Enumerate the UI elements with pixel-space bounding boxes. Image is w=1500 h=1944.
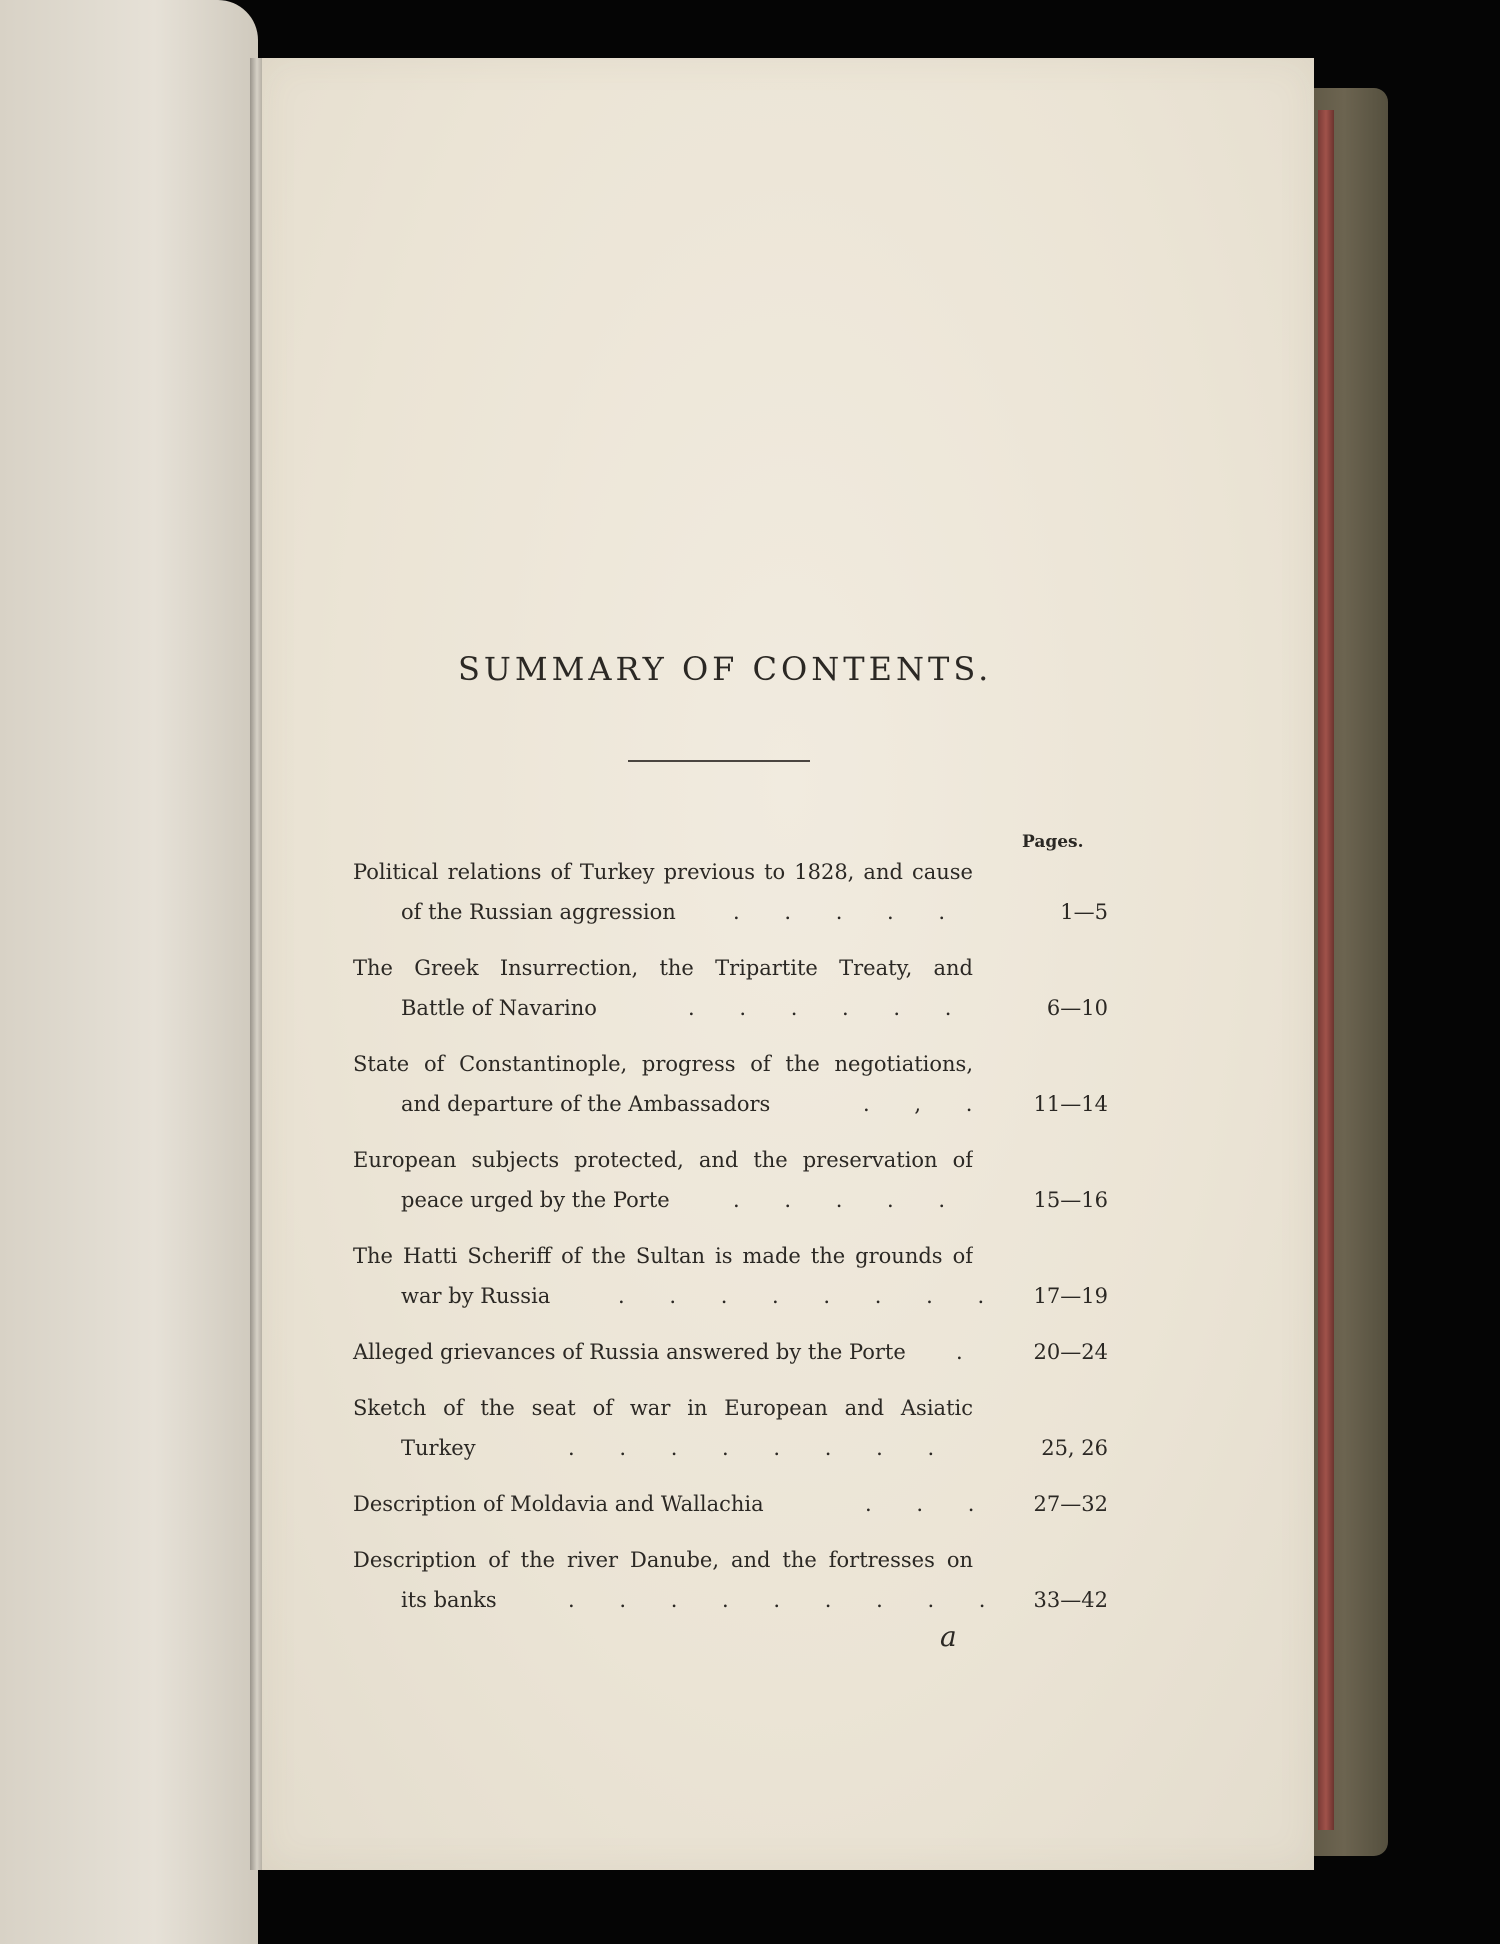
entry-line-1: European subjects protected, and the preservation of — [353, 1148, 973, 1172]
leader-dots: . . . . . . . . — [618, 1284, 1004, 1308]
entry-line-2: Turkey — [401, 1436, 476, 1460]
pages-column-heading: Pages. — [1022, 832, 1084, 852]
entry-line-1: Sketch of the seat of war in European and Asiatic — [353, 1396, 973, 1420]
facing-page — [0, 0, 258, 1944]
page-range: 11—14 — [1033, 1092, 1108, 1116]
entry-line-2: Battle of Navarino — [401, 996, 597, 1020]
title-rule — [628, 760, 810, 762]
leader-dots: . . . — [865, 1492, 994, 1516]
leader-dots: . . . . . . . . . — [568, 1588, 1005, 1612]
entry-line-1: Description of Moldavia and Wallachia — [353, 1492, 764, 1516]
leader-dots: . , . — [863, 1092, 992, 1116]
page-range: 6—10 — [1046, 996, 1108, 1020]
signature-mark: a — [940, 1620, 957, 1653]
entry-line-2: of the Russian aggression — [401, 900, 676, 924]
entry-line-1: Alleged grievances of Russia answered by the Porte — [353, 1340, 906, 1364]
leader-dots: . . . . . — [733, 900, 965, 924]
entry-line-2: its banks — [401, 1588, 497, 1612]
entry-line-2: war by Russia — [401, 1284, 551, 1308]
page-range: 15—16 — [1033, 1188, 1108, 1212]
entry-line-1: The Hatti Scheriff of the Sultan is made the grounds of — [353, 1244, 973, 1268]
entry-line-1: Political relations of Turkey previous to 1828, and cause — [353, 860, 973, 884]
entry-line-1: The Greek Insurrection, the Tripartite Treaty, and — [353, 956, 973, 980]
page-range: 33—42 — [1033, 1588, 1108, 1612]
page-range: 1—5 — [1060, 900, 1108, 924]
page-range: 20—24 — [1033, 1340, 1108, 1364]
entry-line-2: and departure of the Ambassadors — [401, 1092, 771, 1116]
page-edge-red — [1318, 110, 1334, 1830]
page-range: 25, 26 — [1041, 1436, 1108, 1460]
page-range: 17—19 — [1033, 1284, 1108, 1308]
leader-dots: . — [956, 1340, 982, 1364]
entry-line-1: State of Constantinople, progress of the negotiations, — [353, 1052, 973, 1076]
page-range: 27—32 — [1033, 1492, 1108, 1516]
page-title: SUMMARY OF CONTENTS. — [458, 650, 993, 688]
entry-line-2: peace urged by the Porte — [401, 1188, 670, 1212]
entry-line-1: Description of the river Danube, and the fortresses on — [353, 1548, 973, 1572]
leader-dots: . . . . . . — [688, 996, 971, 1020]
leader-dots: . . . . . — [733, 1188, 965, 1212]
leader-dots: . . . . . . . . — [568, 1436, 954, 1460]
